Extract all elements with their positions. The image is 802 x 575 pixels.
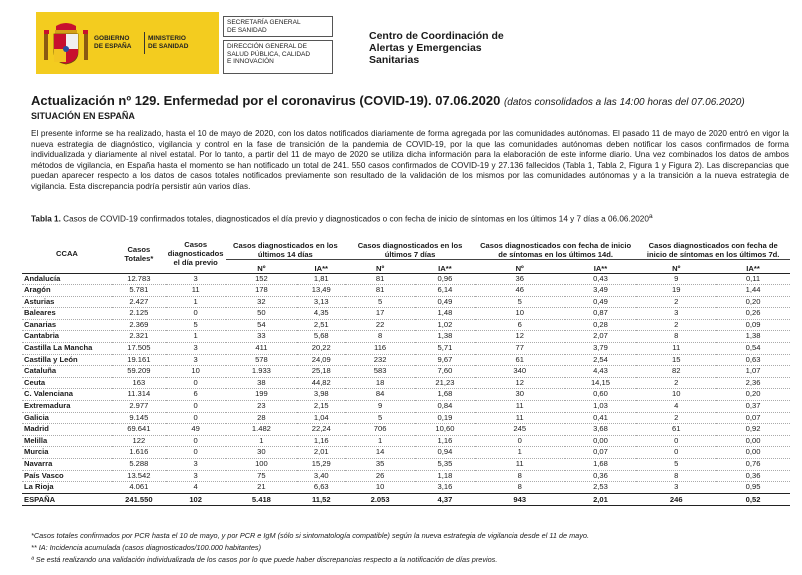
value-cell: 21 [226, 482, 298, 494]
ccaa-name-cell: Navarra [22, 459, 112, 471]
gov-label: GOBIERNO DE ESPAÑA [94, 35, 132, 50]
government-logo-block [36, 12, 219, 74]
value-cell: 163 [112, 377, 166, 389]
intro-paragraph: El presente informe se ha realizado, hasta el 10 de mayo de 2020, con los datos notificados diariamente de forma agregada por las comunidades autónomas. El pasado 11 de mayo de 2020 entró en vigor la nueva estrategia de diagnóstico, vigilancia y control en la fase de transición de la pandemia de COVID-19, por la que las comunidades autónomas deben notificar los casos confirmados de forma individualizada y diariamente al nivel estatal. Por lo tanto, a partir del 11 de mayo de 2020 se utiliza dicha información para la elaboración de este informe diario. Una vez combinados los datos de ambos métodos de vigilancia, en España hasta el momento se han notificado un total de 241. 550 casos confirmados de COVID-19 y 27.136 fallecidos (Tabla 1, Tabla 2, Figura 1 y Figura 2). Las discrepancias que puedan aparecer respecto a los datos de casos totales notificados previamente son resultado de la validación de los mismos por las comunidades autónomas y a la transición a la nueva estrategia de vigilancia. Esta discrepancia podría persistir aún varios días. [31, 129, 789, 191]
value-cell: 5,35 [415, 459, 475, 471]
value-cell: 7,60 [415, 366, 475, 378]
value-cell: 69.641 [112, 424, 166, 436]
value-cell: 0,41 [565, 412, 637, 424]
value-cell: 0,26 [716, 308, 790, 320]
page-title-note: (datos consolidados a las 14:00 horas del 07.06.2020) [503, 97, 745, 108]
secretaria-box: SECRETARÍA GENERAL DE SANIDAD [223, 16, 333, 37]
table-row [22, 273, 790, 285]
value-cell: 0,36 [565, 470, 637, 482]
value-cell: 8 [636, 331, 716, 343]
section-heading: SITUACIÓN EN ESPAÑA [31, 111, 135, 121]
value-cell: 4 [636, 401, 716, 413]
total-value-cell: 943 [475, 493, 565, 505]
value-cell: 2.427 [112, 296, 166, 308]
table-row [22, 285, 790, 297]
table-row [22, 459, 790, 471]
value-cell: 13.542 [112, 470, 166, 482]
ministry-label: MINISTERIO DE SANIDAD [148, 35, 189, 50]
value-cell: 0,37 [716, 401, 790, 413]
value-cell: 1,04 [297, 412, 345, 424]
table-caption-label: Tabla 1. [31, 214, 61, 224]
value-cell: 0 [475, 435, 565, 447]
value-cell: 3,98 [297, 389, 345, 401]
col-ia: IA** [716, 259, 790, 273]
value-cell: 0,19 [415, 412, 475, 424]
value-cell: 75 [226, 470, 298, 482]
value-cell: 8 [475, 470, 565, 482]
value-cell: 21,23 [415, 377, 475, 389]
value-cell: 3 [166, 343, 226, 355]
value-cell: 2.369 [112, 319, 166, 331]
value-cell: 178 [226, 285, 298, 297]
value-cell: 8 [345, 331, 415, 343]
value-cell: 10,60 [415, 424, 475, 436]
value-cell: 12 [475, 377, 565, 389]
table-total-row [22, 493, 790, 505]
col-n: Nº [636, 259, 716, 273]
total-label-cell: ESPAÑA [22, 493, 112, 505]
value-cell: 1 [475, 447, 565, 459]
value-cell: 3 [166, 459, 226, 471]
value-cell: 61 [475, 354, 565, 366]
value-cell: 3 [166, 273, 226, 285]
total-value-cell: 11,52 [297, 493, 345, 505]
value-cell: 11 [475, 401, 565, 413]
footnote-2: ** IA: Incidencia acumulada (casos diagnosticados/100.000 habitantes) [31, 543, 261, 552]
col-group-sint-7d: Casos diagnosticados con fecha de inicio de síntomas en los últimos 7d. [636, 235, 790, 259]
value-cell: 0,00 [565, 435, 637, 447]
value-cell: 3 [636, 482, 716, 494]
value-cell: 0,87 [565, 308, 637, 320]
table-row [22, 401, 790, 413]
value-cell: 0,07 [716, 412, 790, 424]
value-cell: 0,94 [415, 447, 475, 459]
value-cell: 4,43 [565, 366, 637, 378]
table-row [22, 447, 790, 459]
value-cell: 2.977 [112, 401, 166, 413]
value-cell: 2,36 [716, 377, 790, 389]
ccaa-name-cell: Melilla [22, 435, 112, 447]
value-cell: 4,35 [297, 308, 345, 320]
value-cell: 11 [636, 343, 716, 355]
value-cell: 61 [636, 424, 716, 436]
value-cell: 15,29 [297, 459, 345, 471]
value-cell: 32 [226, 296, 298, 308]
value-cell: 2,15 [297, 401, 345, 413]
value-cell: 3,49 [565, 285, 637, 297]
value-cell: 2.321 [112, 331, 166, 343]
value-cell: 1,68 [565, 459, 637, 471]
value-cell: 2,54 [565, 354, 637, 366]
value-cell: 14 [345, 447, 415, 459]
value-cell: 19.161 [112, 354, 166, 366]
value-cell: 81 [345, 273, 415, 285]
ccaa-name-cell: Canarias [22, 319, 112, 331]
table-caption-mark: a [648, 213, 653, 220]
value-cell: 9,67 [415, 354, 475, 366]
value-cell: 340 [475, 366, 565, 378]
value-cell: 0 [166, 435, 226, 447]
value-cell: 11 [166, 285, 226, 297]
value-cell: 1,44 [716, 285, 790, 297]
value-cell: 5,68 [297, 331, 345, 343]
value-cell: 2,01 [297, 447, 345, 459]
ccaa-name-cell: Ceuta [22, 377, 112, 389]
value-cell: 6 [166, 389, 226, 401]
value-cell: 9 [345, 401, 415, 413]
value-cell: 3 [166, 470, 226, 482]
value-cell: 1.616 [112, 447, 166, 459]
value-cell: 10 [345, 482, 415, 494]
value-cell: 3,40 [297, 470, 345, 482]
ccaa-name-cell: Extremadura [22, 401, 112, 413]
value-cell: 26 [345, 470, 415, 482]
ccaa-name-cell: C. Valenciana [22, 389, 112, 401]
value-cell: 81 [345, 285, 415, 297]
value-cell: 0,92 [716, 424, 790, 436]
col-ccaa: CCAA [22, 235, 112, 273]
footnote-3: ª Se está realizando una validación individualizada de los casos por lo que puede haber discrepancias respecto a la notificación de días previos. [31, 555, 498, 564]
col-group-14d: Casos diagnosticados en los últimos 14 días [226, 235, 346, 259]
footnote-1: *Casos totales confirmados por PCR hasta el 10 de mayo, y por PCR e IgM (sólo si sintomatología compatible) según la nueva estrategia de vigilancia desde el 11 de mayo. [31, 531, 589, 540]
col-n: Nº [475, 259, 565, 273]
table-row [22, 331, 790, 343]
col-n: Nº [345, 259, 415, 273]
value-cell: 36 [475, 273, 565, 285]
value-cell: 2 [636, 296, 716, 308]
value-cell: 24,09 [297, 354, 345, 366]
value-cell: 1,68 [415, 389, 475, 401]
table-row [22, 389, 790, 401]
document-header [0, 0, 802, 80]
value-cell: 1,16 [415, 435, 475, 447]
value-cell: 15 [636, 354, 716, 366]
value-cell: 5.288 [112, 459, 166, 471]
value-cell: 0,36 [716, 470, 790, 482]
value-cell: 84 [345, 389, 415, 401]
value-cell: 11.314 [112, 389, 166, 401]
value-cell: 152 [226, 273, 298, 285]
table-row [22, 377, 790, 389]
table-row [22, 482, 790, 494]
value-cell: 5,71 [415, 343, 475, 355]
col-group-7d: Casos diagnosticados en los últimos 7 días [345, 235, 475, 259]
value-cell: 33 [226, 331, 298, 343]
ccaa-name-cell: Cataluña [22, 366, 112, 378]
value-cell: 49 [166, 424, 226, 436]
value-cell: 5.781 [112, 285, 166, 297]
value-cell: 0 [166, 401, 226, 413]
value-cell: 3,16 [415, 482, 475, 494]
value-cell: 25,18 [297, 366, 345, 378]
value-cell: 0 [636, 447, 716, 459]
value-cell: 5 [345, 412, 415, 424]
value-cell: 0 [166, 447, 226, 459]
value-cell: 1,81 [297, 273, 345, 285]
value-cell: 2 [636, 377, 716, 389]
table-row [22, 354, 790, 366]
col-ia: IA** [415, 259, 475, 273]
value-cell: 2,51 [297, 319, 345, 331]
value-cell: 245 [475, 424, 565, 436]
value-cell: 3,79 [565, 343, 637, 355]
total-value-cell: 2,01 [565, 493, 637, 505]
value-cell: 22,24 [297, 424, 345, 436]
value-cell: 0 [166, 308, 226, 320]
ccaa-name-cell: Andalucía [22, 273, 112, 285]
value-cell: 6 [475, 319, 565, 331]
value-cell: 1,03 [565, 401, 637, 413]
value-cell: 2 [636, 319, 716, 331]
col-casos-totales: Casos Totales* [112, 235, 166, 273]
ccaa-name-cell: Aragón [22, 285, 112, 297]
value-cell: 578 [226, 354, 298, 366]
page-title-text: Actualización nº 129. Enfermedad por el coronavirus (COVID-19). 07.06.2020 [31, 93, 501, 108]
total-value-cell: 102 [166, 493, 226, 505]
covid-table [22, 235, 790, 506]
value-cell: 0,60 [565, 389, 637, 401]
ccaa-name-cell: Castilla La Mancha [22, 343, 112, 355]
table-header-row [22, 235, 790, 259]
value-cell: 9 [636, 273, 716, 285]
value-cell: 0,96 [415, 273, 475, 285]
value-cell: 50 [226, 308, 298, 320]
value-cell: 706 [345, 424, 415, 436]
ccaa-name-cell: País Vasco [22, 470, 112, 482]
value-cell: 9.145 [112, 412, 166, 424]
value-cell: 18 [345, 377, 415, 389]
value-cell: 4 [166, 482, 226, 494]
value-cell: 11 [475, 412, 565, 424]
value-cell: 583 [345, 366, 415, 378]
value-cell: 3 [166, 354, 226, 366]
page-title [31, 93, 745, 108]
table-row [22, 435, 790, 447]
total-value-cell: 0,52 [716, 493, 790, 505]
table-row [22, 470, 790, 482]
table-row [22, 366, 790, 378]
table-row [22, 296, 790, 308]
col-dia-previo: Casos diagnosticados el día previo [166, 235, 226, 273]
value-cell: 6,14 [415, 285, 475, 297]
table-row [22, 319, 790, 331]
table-caption [31, 213, 653, 224]
value-cell: 100 [226, 459, 298, 471]
value-cell: 13,49 [297, 285, 345, 297]
gov-divider [144, 32, 145, 54]
total-value-cell: 246 [636, 493, 716, 505]
ccaa-name-cell: Asturias [22, 296, 112, 308]
value-cell: 30 [226, 447, 298, 459]
value-cell: 0,49 [415, 296, 475, 308]
value-cell: 0,63 [716, 354, 790, 366]
value-cell: 0,09 [716, 319, 790, 331]
table-row [22, 343, 790, 355]
value-cell: 0,84 [415, 401, 475, 413]
value-cell: 30 [475, 389, 565, 401]
value-cell: 0,20 [716, 296, 790, 308]
col-ia: IA** [297, 259, 345, 273]
value-cell: 0,20 [716, 389, 790, 401]
value-cell: 38 [226, 377, 298, 389]
value-cell: 0,95 [716, 482, 790, 494]
value-cell: 19 [636, 285, 716, 297]
value-cell: 3,68 [565, 424, 637, 436]
value-cell: 122 [112, 435, 166, 447]
total-value-cell: 4,37 [415, 493, 475, 505]
value-cell: 1 [166, 296, 226, 308]
value-cell: 10 [166, 366, 226, 378]
total-value-cell: 5.418 [226, 493, 298, 505]
value-cell: 1 [166, 331, 226, 343]
coat-of-arms-icon [44, 20, 88, 66]
value-cell: 2,07 [565, 331, 637, 343]
value-cell: 8 [636, 470, 716, 482]
value-cell: 1 [226, 435, 298, 447]
value-cell: 0,00 [716, 447, 790, 459]
value-cell: 1,38 [415, 331, 475, 343]
value-cell: 0,76 [716, 459, 790, 471]
value-cell: 1,16 [297, 435, 345, 447]
table-row [22, 424, 790, 436]
value-cell: 2 [636, 412, 716, 424]
value-cell: 1 [345, 435, 415, 447]
ccaes-title: Centro de Coordinación de Alertas y Emergencias Sanitarias [369, 30, 504, 66]
table-body [22, 273, 790, 505]
value-cell: 59.209 [112, 366, 166, 378]
ccaa-name-cell: La Rioja [22, 482, 112, 494]
value-cell: 82 [636, 366, 716, 378]
value-cell: 10 [475, 308, 565, 320]
value-cell: 28 [226, 412, 298, 424]
col-n: Nº [226, 259, 298, 273]
value-cell: 4.061 [112, 482, 166, 494]
ccaa-name-cell: Castilla y León [22, 354, 112, 366]
value-cell: 12 [475, 331, 565, 343]
value-cell: 1.933 [226, 366, 298, 378]
value-cell: 1,18 [415, 470, 475, 482]
value-cell: 0,11 [716, 273, 790, 285]
value-cell: 22 [345, 319, 415, 331]
col-ia: IA** [565, 259, 637, 273]
value-cell: 77 [475, 343, 565, 355]
table-row [22, 308, 790, 320]
ccaa-name-cell: Madrid [22, 424, 112, 436]
value-cell: 6,63 [297, 482, 345, 494]
value-cell: 1,02 [415, 319, 475, 331]
value-cell: 0,54 [716, 343, 790, 355]
value-cell: 3,13 [297, 296, 345, 308]
value-cell: 1.482 [226, 424, 298, 436]
value-cell: 0,49 [565, 296, 637, 308]
value-cell: 11 [475, 459, 565, 471]
value-cell: 0 [636, 435, 716, 447]
value-cell: 0 [166, 377, 226, 389]
value-cell: 44,82 [297, 377, 345, 389]
value-cell: 1,38 [716, 331, 790, 343]
value-cell: 5 [475, 296, 565, 308]
value-cell: 10 [636, 389, 716, 401]
table-row [22, 412, 790, 424]
total-value-cell: 2.053 [345, 493, 415, 505]
value-cell: 0,00 [716, 435, 790, 447]
value-cell: 8 [475, 482, 565, 494]
value-cell: 2,53 [565, 482, 637, 494]
ccaa-name-cell: Cantabria [22, 331, 112, 343]
value-cell: 54 [226, 319, 298, 331]
direccion-box: DIRECCIÓN GENERAL DE SALUD PÚBLICA, CALIDAD E INNOVACIÓN [223, 40, 333, 74]
value-cell: 35 [345, 459, 415, 471]
ccaa-name-cell: Galicia [22, 412, 112, 424]
ccaa-name-cell: Baleares [22, 308, 112, 320]
value-cell: 46 [475, 285, 565, 297]
value-cell: 5 [345, 296, 415, 308]
ccaa-name-cell: Murcia [22, 447, 112, 459]
total-value-cell: 241.550 [112, 493, 166, 505]
value-cell: 14,15 [565, 377, 637, 389]
value-cell: 1,07 [716, 366, 790, 378]
value-cell: 116 [345, 343, 415, 355]
col-group-sint-14d: Casos diagnosticados con fecha de inicio de síntomas en los últimos 14d. [475, 235, 637, 259]
value-cell: 199 [226, 389, 298, 401]
value-cell: 5 [166, 319, 226, 331]
value-cell: 12.783 [112, 273, 166, 285]
value-cell: 0,43 [565, 273, 637, 285]
value-cell: 0,07 [565, 447, 637, 459]
value-cell: 17.505 [112, 343, 166, 355]
value-cell: 0 [166, 412, 226, 424]
value-cell: 232 [345, 354, 415, 366]
value-cell: 411 [226, 343, 298, 355]
value-cell: 1,48 [415, 308, 475, 320]
value-cell: 20,22 [297, 343, 345, 355]
value-cell: 17 [345, 308, 415, 320]
value-cell: 23 [226, 401, 298, 413]
value-cell: 5 [636, 459, 716, 471]
value-cell: 0,28 [565, 319, 637, 331]
table-caption-text: Casos de COVID-19 confirmados totales, diagnosticados el día previo y diagnosticados o con fecha de inicio de síntomas en los últimos 14 y 7 días a 06.06.2020 [63, 214, 649, 224]
value-cell: 2.125 [112, 308, 166, 320]
value-cell: 3 [636, 308, 716, 320]
